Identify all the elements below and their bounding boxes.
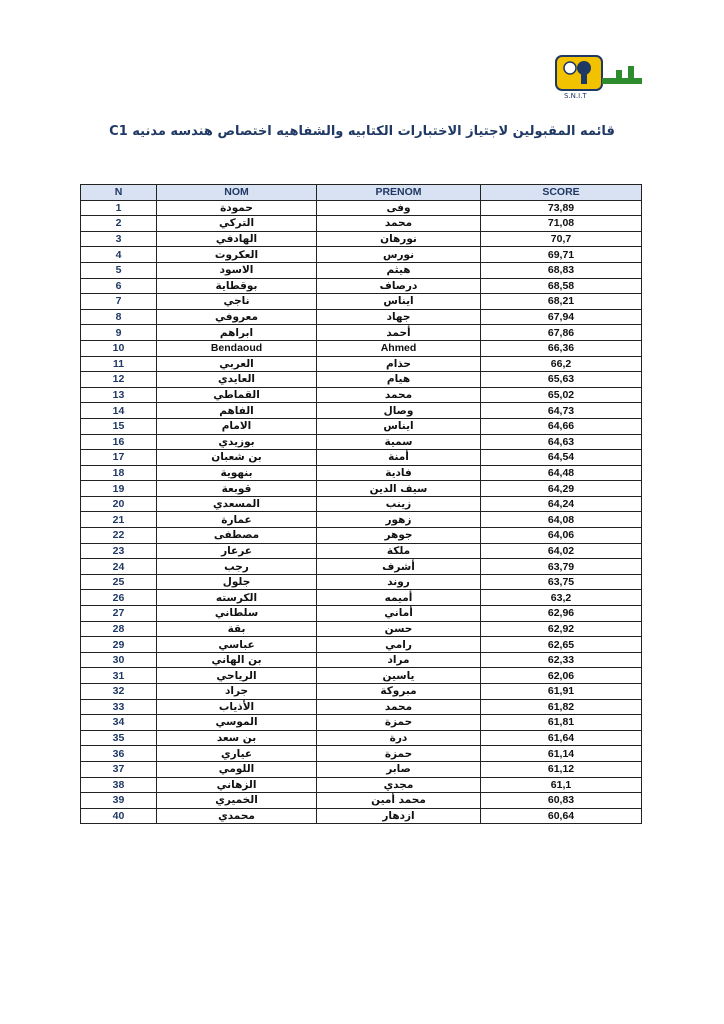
cell-n: 18 xyxy=(81,465,157,481)
cell-n: 26 xyxy=(81,590,157,606)
cell-nom: العكروت xyxy=(157,247,317,263)
cell-n: 9 xyxy=(81,325,157,341)
cell-n: 14 xyxy=(81,403,157,419)
cell-prenom: سيف الدين xyxy=(317,481,481,497)
cell-nom: بقة xyxy=(157,621,317,637)
cell-score: 64,66 xyxy=(481,418,642,434)
cell-nom: الهادفي xyxy=(157,231,317,247)
cell-prenom: أحمد xyxy=(317,325,481,341)
cell-prenom: فادية xyxy=(317,465,481,481)
cell-n: 28 xyxy=(81,621,157,637)
cell-n: 17 xyxy=(81,450,157,466)
cell-score: 61,81 xyxy=(481,715,642,731)
table-row xyxy=(81,200,642,216)
table-row xyxy=(81,418,642,434)
table-row xyxy=(81,574,642,590)
cell-n: 27 xyxy=(81,606,157,622)
cell-score: 67,94 xyxy=(481,309,642,325)
cell-nom: التركي xyxy=(157,216,317,232)
cell-prenom: جهاد xyxy=(317,309,481,325)
cell-prenom: أماني xyxy=(317,606,481,622)
table-row xyxy=(81,543,642,559)
cell-nom: اللومي xyxy=(157,761,317,777)
cell-score: 64,73 xyxy=(481,403,642,419)
cell-score: 63,79 xyxy=(481,559,642,575)
cell-prenom: صابر xyxy=(317,761,481,777)
table-row xyxy=(81,481,642,497)
cell-score: 61,82 xyxy=(481,699,642,715)
cell-prenom: محمد xyxy=(317,699,481,715)
results-table xyxy=(80,184,642,824)
table-row xyxy=(81,761,642,777)
cell-nom: الاسود xyxy=(157,262,317,278)
table-header-row xyxy=(81,185,642,201)
cell-score: 68,83 xyxy=(481,262,642,278)
table-row xyxy=(81,559,642,575)
cell-n: 20 xyxy=(81,496,157,512)
cell-prenom: ايناس xyxy=(317,294,481,310)
table-row xyxy=(81,465,642,481)
cell-prenom: Ahmed xyxy=(317,340,481,356)
cell-prenom: مجدي xyxy=(317,777,481,793)
cell-n: 10 xyxy=(81,340,157,356)
cell-prenom: وصال xyxy=(317,403,481,419)
cell-score: 73,89 xyxy=(481,200,642,216)
table-row xyxy=(81,294,642,310)
table-row xyxy=(81,356,642,372)
cell-prenom: مراد xyxy=(317,652,481,668)
snit-logo xyxy=(554,52,644,100)
cell-nom: عرعار xyxy=(157,543,317,559)
table-row xyxy=(81,403,642,419)
table-row xyxy=(81,450,642,466)
cell-n: 8 xyxy=(81,309,157,325)
table-row xyxy=(81,621,642,637)
cell-n: 39 xyxy=(81,793,157,809)
table-row xyxy=(81,262,642,278)
cell-nom: الموسي xyxy=(157,715,317,731)
cell-prenom: درصاف xyxy=(317,278,481,294)
table-row xyxy=(81,590,642,606)
cell-n: 29 xyxy=(81,637,157,653)
cell-prenom: جوهر xyxy=(317,528,481,544)
table-row xyxy=(81,278,642,294)
cell-nom: بن شعبان xyxy=(157,450,317,466)
header-n: N xyxy=(81,185,157,201)
cell-score: 64,24 xyxy=(481,496,642,512)
cell-prenom: أمنة xyxy=(317,450,481,466)
table-row xyxy=(81,746,642,762)
cell-score: 61,12 xyxy=(481,761,642,777)
cell-n: 25 xyxy=(81,574,157,590)
cell-score: 64,06 xyxy=(481,528,642,544)
cell-nom: بن سعد xyxy=(157,730,317,746)
cell-nom: عمارة xyxy=(157,512,317,528)
cell-n: 2 xyxy=(81,216,157,232)
cell-nom: محمدي xyxy=(157,808,317,824)
cell-prenom: حذام xyxy=(317,356,481,372)
cell-prenom: درة xyxy=(317,730,481,746)
cell-prenom: محمد xyxy=(317,387,481,403)
cell-score: 61,91 xyxy=(481,684,642,700)
cell-score: 62,65 xyxy=(481,637,642,653)
cell-nom: القماطي xyxy=(157,387,317,403)
cell-n: 5 xyxy=(81,262,157,278)
cell-prenom: حمزة xyxy=(317,746,481,762)
cell-score: 65,02 xyxy=(481,387,642,403)
cell-nom: عباسي xyxy=(157,637,317,653)
cell-score: 64,29 xyxy=(481,481,642,497)
cell-prenom: هيام xyxy=(317,372,481,388)
cell-prenom: روند xyxy=(317,574,481,590)
cell-score: 66,2 xyxy=(481,356,642,372)
cell-prenom: ياسين xyxy=(317,668,481,684)
cell-nom: ابراهم xyxy=(157,325,317,341)
cell-score: 64,63 xyxy=(481,434,642,450)
cell-n: 19 xyxy=(81,481,157,497)
table-row xyxy=(81,325,642,341)
cell-prenom: رامي xyxy=(317,637,481,653)
cell-n: 16 xyxy=(81,434,157,450)
header-nom: NOM xyxy=(157,185,317,201)
cell-nom: قوبعة xyxy=(157,481,317,497)
cell-nom: بنهوية xyxy=(157,465,317,481)
cell-n: 22 xyxy=(81,528,157,544)
cell-prenom: حمزة xyxy=(317,715,481,731)
cell-score: 64,08 xyxy=(481,512,642,528)
cell-n: 24 xyxy=(81,559,157,575)
table-row xyxy=(81,808,642,824)
cell-n: 30 xyxy=(81,652,157,668)
table-row xyxy=(81,668,642,684)
cell-nom: العربي xyxy=(157,356,317,372)
cell-score: 69,71 xyxy=(481,247,642,263)
cell-n: 1 xyxy=(81,200,157,216)
cell-n: 38 xyxy=(81,777,157,793)
cell-n: 31 xyxy=(81,668,157,684)
table-row xyxy=(81,247,642,263)
cell-score: 60,64 xyxy=(481,808,642,824)
cell-n: 11 xyxy=(81,356,157,372)
cell-nom: بوقطاية xyxy=(157,278,317,294)
cell-n: 3 xyxy=(81,231,157,247)
cell-score: 65,63 xyxy=(481,372,642,388)
table-row xyxy=(81,216,642,232)
cell-score: 68,58 xyxy=(481,278,642,294)
cell-prenom: مبروكة xyxy=(317,684,481,700)
cell-prenom: ازدهار xyxy=(317,808,481,824)
cell-nom: المسعدي xyxy=(157,496,317,512)
cell-score: 62,33 xyxy=(481,652,642,668)
cell-n: 37 xyxy=(81,761,157,777)
cell-prenom: سمية xyxy=(317,434,481,450)
cell-n: 12 xyxy=(81,372,157,388)
table-row xyxy=(81,652,642,668)
cell-prenom: نورهان xyxy=(317,231,481,247)
cell-nom: سلطاني xyxy=(157,606,317,622)
table-row xyxy=(81,730,642,746)
cell-prenom: ايناس xyxy=(317,418,481,434)
cell-n: 4 xyxy=(81,247,157,263)
cell-score: 60,83 xyxy=(481,793,642,809)
cell-score: 62,96 xyxy=(481,606,642,622)
cell-prenom: أشرف xyxy=(317,559,481,575)
table-row xyxy=(81,309,642,325)
table-row xyxy=(81,637,642,653)
page-title: قائمه المقبولين لاجتياز الاختبارات الكتابيه والشفاهيه اختصاص هندسه مدنيه C1 xyxy=(109,124,615,139)
cell-nom: بن الهاني xyxy=(157,652,317,668)
cell-score: 61,64 xyxy=(481,730,642,746)
cell-nom: بوزيدي xyxy=(157,434,317,450)
cell-score: 61,14 xyxy=(481,746,642,762)
cell-score: 62,92 xyxy=(481,621,642,637)
cell-score: 64,02 xyxy=(481,543,642,559)
cell-prenom: محمد أمين xyxy=(317,793,481,809)
table-row xyxy=(81,715,642,731)
cell-score: 66,36 xyxy=(481,340,642,356)
cell-nom: ناجي xyxy=(157,294,317,310)
table-row xyxy=(81,340,642,356)
cell-prenom: وفى xyxy=(317,200,481,216)
cell-score: 64,54 xyxy=(481,450,642,466)
cell-prenom: أميمه xyxy=(317,590,481,606)
cell-n: 32 xyxy=(81,684,157,700)
cell-nom: مصطفى xyxy=(157,528,317,544)
table-row xyxy=(81,606,642,622)
cell-score: 71,08 xyxy=(481,216,642,232)
cell-n: 36 xyxy=(81,746,157,762)
cell-n: 34 xyxy=(81,715,157,731)
cell-prenom: نورس xyxy=(317,247,481,263)
cell-n: 7 xyxy=(81,294,157,310)
table-row xyxy=(81,528,642,544)
cell-nom: رجب xyxy=(157,559,317,575)
cell-nom: Bendaoud xyxy=(157,340,317,356)
cell-score: 67,86 xyxy=(481,325,642,341)
table-row xyxy=(81,512,642,528)
table-row xyxy=(81,434,642,450)
cell-nom: جراد xyxy=(157,684,317,700)
header-score: SCORE xyxy=(481,185,642,201)
cell-nom: الرياحي xyxy=(157,668,317,684)
cell-nom: الخميري xyxy=(157,793,317,809)
cell-nom: جلول xyxy=(157,574,317,590)
cell-nom: الفاهم xyxy=(157,403,317,419)
header-prenom: PRENOM xyxy=(317,185,481,201)
cell-nom: الامام xyxy=(157,418,317,434)
table-row xyxy=(81,777,642,793)
cell-n: 23 xyxy=(81,543,157,559)
cell-score: 62,06 xyxy=(481,668,642,684)
cell-nom: حمودة xyxy=(157,200,317,216)
cell-nom: الكرسته xyxy=(157,590,317,606)
cell-prenom: ملكة xyxy=(317,543,481,559)
table-row xyxy=(81,387,642,403)
cell-prenom: محمد xyxy=(317,216,481,232)
table-row xyxy=(81,231,642,247)
cell-score: 68,21 xyxy=(481,294,642,310)
cell-score: 63,75 xyxy=(481,574,642,590)
cell-score: 70,7 xyxy=(481,231,642,247)
cell-n: 15 xyxy=(81,418,157,434)
cell-nom: عياري xyxy=(157,746,317,762)
cell-score: 63,2 xyxy=(481,590,642,606)
table-row xyxy=(81,684,642,700)
cell-nom: معروفي xyxy=(157,309,317,325)
cell-n: 6 xyxy=(81,278,157,294)
cell-score: 64,48 xyxy=(481,465,642,481)
cell-prenom: زينب xyxy=(317,496,481,512)
svg-text:S.N.I.T: S.N.I.T xyxy=(564,92,587,100)
cell-prenom: هيثم xyxy=(317,262,481,278)
cell-prenom: زهور xyxy=(317,512,481,528)
cell-nom: العايدي xyxy=(157,372,317,388)
cell-n: 13 xyxy=(81,387,157,403)
cell-n: 40 xyxy=(81,808,157,824)
cell-n: 21 xyxy=(81,512,157,528)
table-row xyxy=(81,372,642,388)
cell-prenom: حسن xyxy=(317,621,481,637)
cell-n: 35 xyxy=(81,730,157,746)
table-row xyxy=(81,699,642,715)
cell-nom: الأذياب xyxy=(157,699,317,715)
cell-n: 33 xyxy=(81,699,157,715)
cell-nom: الزهاني xyxy=(157,777,317,793)
table-row xyxy=(81,793,642,809)
table-row xyxy=(81,496,642,512)
cell-score: 61,1 xyxy=(481,777,642,793)
